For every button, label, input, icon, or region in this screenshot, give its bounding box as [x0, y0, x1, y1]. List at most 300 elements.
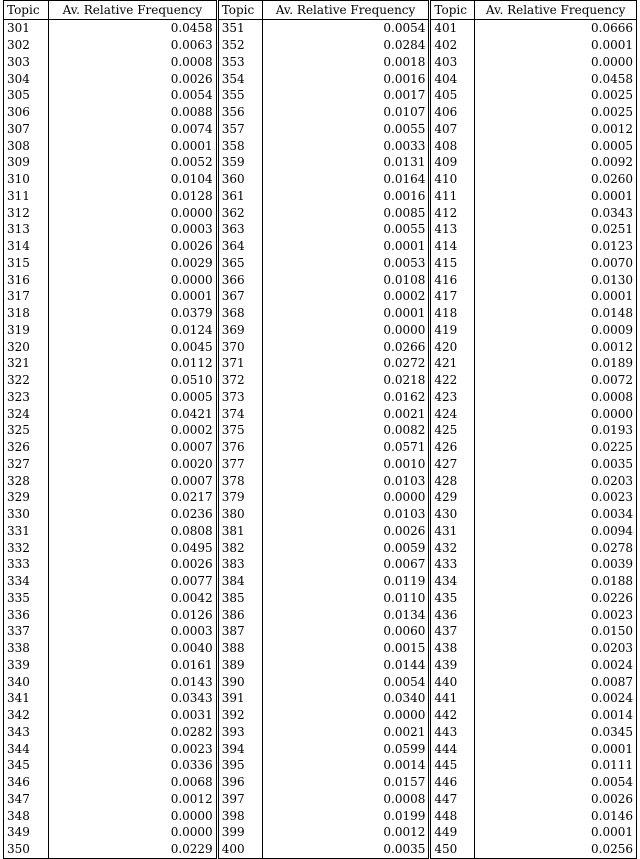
table-row — [4, 171, 637, 188]
frequency-cell: 0.0193 — [475, 422, 637, 439]
topic-cell: 379 — [217, 489, 262, 506]
frequency-cell: 0.0104 — [48, 171, 217, 188]
table-row — [4, 690, 637, 707]
frequency-cell: 0.0599 — [262, 740, 430, 757]
topic-cell: 365 — [217, 255, 262, 272]
topic-cell: 369 — [217, 322, 262, 339]
frequency-cell: 0.0008 — [48, 54, 217, 71]
topic-cell: 446 — [430, 774, 475, 791]
table-row — [4, 707, 637, 724]
topic-cell: 318 — [4, 305, 49, 322]
frequency-cell: 0.0008 — [262, 791, 430, 808]
frequency-cell: 0.0260 — [475, 171, 637, 188]
topic-cell: 433 — [430, 556, 475, 573]
topic-cell: 327 — [4, 456, 49, 473]
table-row — [4, 724, 637, 741]
topic-cell: 400 — [217, 841, 262, 858]
frequency-cell: 0.0070 — [475, 255, 637, 272]
topic-cell: 407 — [430, 121, 475, 138]
table-row — [4, 841, 637, 858]
topic-cell: 397 — [217, 791, 262, 808]
frequency-cell: 0.0236 — [48, 506, 217, 523]
frequency-cell: 0.0421 — [48, 405, 217, 422]
topic-cell: 304 — [4, 70, 49, 87]
frequency-cell: 0.0002 — [48, 422, 217, 439]
frequency-cell: 0.0003 — [48, 623, 217, 640]
topic-cell: 438 — [430, 640, 475, 657]
frequency-cell: 0.0021 — [262, 405, 430, 422]
topic-cell: 427 — [430, 456, 475, 473]
table-row — [4, 657, 637, 674]
topic-cell: 362 — [217, 204, 262, 221]
frequency-cell: 0.0039 — [475, 556, 637, 573]
topic-cell: 355 — [217, 87, 262, 104]
topic-cell: 391 — [217, 690, 262, 707]
topic-cell: 302 — [4, 37, 49, 54]
table-row — [4, 322, 637, 339]
frequency-cell: 0.0130 — [475, 271, 637, 288]
topic-cell: 322 — [4, 372, 49, 389]
frequency-cell: 0.0000 — [475, 54, 637, 71]
frequency-cell: 0.0164 — [262, 171, 430, 188]
topic-cell: 414 — [430, 238, 475, 255]
topic-cell: 421 — [430, 355, 475, 372]
frequency-header-1: Av. Relative Frequency — [48, 1, 217, 20]
table-row — [4, 489, 637, 506]
topic-cell: 367 — [217, 288, 262, 305]
frequency-cell: 0.0054 — [262, 673, 430, 690]
topic-cell: 382 — [217, 539, 262, 556]
topic-cell: 334 — [4, 573, 49, 590]
topic-cell: 354 — [217, 70, 262, 87]
frequency-cell: 0.0054 — [262, 20, 430, 37]
table-row — [4, 121, 637, 138]
frequency-cell: 0.0001 — [48, 288, 217, 305]
frequency-cell: 0.0063 — [48, 37, 217, 54]
frequency-cell: 0.0000 — [262, 322, 430, 339]
frequency-header-2: Av. Relative Frequency — [262, 1, 430, 20]
frequency-cell: 0.0161 — [48, 657, 217, 674]
table-row — [4, 137, 637, 154]
frequency-cell: 0.0060 — [262, 623, 430, 640]
topic-cell: 337 — [4, 623, 49, 640]
topic-cell: 306 — [4, 104, 49, 121]
frequency-cell: 0.0059 — [262, 539, 430, 556]
frequency-cell: 0.0012 — [475, 121, 637, 138]
frequency-cell: 0.0108 — [262, 271, 430, 288]
frequency-cell: 0.0000 — [475, 405, 637, 422]
frequency-cell: 0.0001 — [475, 824, 637, 841]
topic-cell: 366 — [217, 271, 262, 288]
frequency-cell: 0.0199 — [262, 807, 430, 824]
topic-cell: 426 — [430, 439, 475, 456]
frequency-cell: 0.0034 — [475, 506, 637, 523]
frequency-cell: 0.0001 — [475, 740, 637, 757]
topic-cell: 410 — [430, 171, 475, 188]
frequency-cell: 0.0023 — [48, 740, 217, 757]
topic-cell: 361 — [217, 188, 262, 205]
frequency-cell: 0.0074 — [48, 121, 217, 138]
topic-cell: 412 — [430, 204, 475, 221]
frequency-cell: 0.0024 — [475, 690, 637, 707]
frequency-cell: 0.0053 — [262, 255, 430, 272]
frequency-cell: 0.0128 — [48, 188, 217, 205]
frequency-cell: 0.0026 — [48, 70, 217, 87]
topic-cell: 396 — [217, 774, 262, 791]
topic-cell: 374 — [217, 405, 262, 422]
topic-cell: 316 — [4, 271, 49, 288]
frequency-cell: 0.0033 — [262, 137, 430, 154]
frequency-cell: 0.0103 — [262, 472, 430, 489]
table-row — [4, 288, 637, 305]
frequency-cell: 0.0278 — [475, 539, 637, 556]
frequency-cell: 0.0088 — [48, 104, 217, 121]
topic-cell: 309 — [4, 154, 49, 171]
frequency-cell: 0.0055 — [262, 221, 430, 238]
topic-cell: 359 — [217, 154, 262, 171]
topic-cell: 422 — [430, 372, 475, 389]
topic-cell: 436 — [430, 606, 475, 623]
frequency-cell: 0.0458 — [475, 70, 637, 87]
table-row — [4, 757, 637, 774]
table-row — [4, 238, 637, 255]
frequency-cell: 0.0203 — [475, 472, 637, 489]
frequency-cell: 0.0007 — [48, 439, 217, 456]
table-row — [4, 338, 637, 355]
table-row — [4, 389, 637, 406]
frequency-cell: 0.0162 — [262, 389, 430, 406]
table-row — [4, 154, 637, 171]
topic-cell: 323 — [4, 389, 49, 406]
topic-cell: 340 — [4, 673, 49, 690]
topic-cell: 377 — [217, 456, 262, 473]
frequency-cell: 0.0111 — [475, 757, 637, 774]
topic-cell: 330 — [4, 506, 49, 523]
topic-cell: 373 — [217, 389, 262, 406]
topic-cell: 395 — [217, 757, 262, 774]
table-row — [4, 305, 637, 322]
frequency-cell: 0.0092 — [475, 154, 637, 171]
frequency-cell: 0.0150 — [475, 623, 637, 640]
topic-cell: 325 — [4, 422, 49, 439]
table-row — [4, 523, 637, 540]
topic-cell: 424 — [430, 405, 475, 422]
topic-cell: 406 — [430, 104, 475, 121]
table-row — [4, 590, 637, 607]
frequency-cell: 0.0188 — [475, 573, 637, 590]
frequency-cell: 0.0025 — [475, 104, 637, 121]
topic-cell: 347 — [4, 791, 49, 808]
frequency-cell: 0.0110 — [262, 590, 430, 607]
frequency-cell: 0.0002 — [262, 288, 430, 305]
topic-cell: 329 — [4, 489, 49, 506]
frequency-cell: 0.0040 — [48, 640, 217, 657]
topic-cell: 408 — [430, 137, 475, 154]
topic-header-1: Topic — [4, 1, 49, 20]
frequency-cell: 0.0015 — [262, 640, 430, 657]
frequency-cell: 0.0024 — [475, 657, 637, 674]
topic-cell: 320 — [4, 338, 49, 355]
topic-cell: 353 — [217, 54, 262, 71]
frequency-cell: 0.0010 — [262, 456, 430, 473]
topic-cell: 376 — [217, 439, 262, 456]
frequency-cell: 0.0094 — [475, 523, 637, 540]
topic-cell: 345 — [4, 757, 49, 774]
topic-cell: 326 — [4, 439, 49, 456]
topic-cell: 387 — [217, 623, 262, 640]
frequency-cell: 0.0017 — [262, 87, 430, 104]
frequency-cell: 0.0251 — [475, 221, 637, 238]
frequency-cell: 0.0134 — [262, 606, 430, 623]
topic-cell: 385 — [217, 590, 262, 607]
frequency-cell: 0.0026 — [475, 791, 637, 808]
table-row — [4, 372, 637, 389]
frequency-cell: 0.0023 — [475, 606, 637, 623]
topic-cell: 317 — [4, 288, 49, 305]
frequency-cell: 0.0025 — [475, 87, 637, 104]
topic-cell: 312 — [4, 204, 49, 221]
topic-cell: 450 — [430, 841, 475, 858]
topic-cell: 399 — [217, 824, 262, 841]
topic-cell: 442 — [430, 707, 475, 724]
table-row — [4, 221, 637, 238]
topic-cell: 350 — [4, 841, 49, 858]
frequency-cell: 0.0343 — [48, 690, 217, 707]
frequency-cell: 0.0226 — [475, 590, 637, 607]
topic-cell: 411 — [430, 188, 475, 205]
topic-cell: 417 — [430, 288, 475, 305]
frequency-cell: 0.0571 — [262, 439, 430, 456]
table-row — [4, 70, 637, 87]
frequency-cell: 0.0203 — [475, 640, 637, 657]
frequency-cell: 0.0007 — [48, 472, 217, 489]
topic-header-3: Topic — [430, 1, 475, 20]
frequency-cell: 0.0072 — [475, 372, 637, 389]
frequency-cell: 0.0458 — [48, 20, 217, 37]
frequency-cell: 0.0026 — [262, 523, 430, 540]
frequency-cell: 0.0217 — [48, 489, 217, 506]
frequency-cell: 0.0345 — [475, 724, 637, 741]
topic-cell: 437 — [430, 623, 475, 640]
frequency-cell: 0.0256 — [475, 841, 637, 858]
frequency-cell: 0.0067 — [262, 556, 430, 573]
frequency-cell: 0.0001 — [475, 37, 637, 54]
topic-cell: 308 — [4, 137, 49, 154]
frequency-cell: 0.0005 — [48, 389, 217, 406]
topic-cell: 394 — [217, 740, 262, 757]
table-row — [4, 606, 637, 623]
topic-cell: 449 — [430, 824, 475, 841]
topic-cell: 371 — [217, 355, 262, 372]
topic-cell: 413 — [430, 221, 475, 238]
topic-cell: 348 — [4, 807, 49, 824]
frequency-cell: 0.0018 — [262, 54, 430, 71]
frequency-cell: 0.0143 — [48, 673, 217, 690]
frequency-cell: 0.0189 — [475, 355, 637, 372]
frequency-cell: 0.0000 — [262, 707, 430, 724]
table-row — [4, 439, 637, 456]
topic-cell: 378 — [217, 472, 262, 489]
topic-cell: 314 — [4, 238, 49, 255]
frequency-cell: 0.0144 — [262, 657, 430, 674]
frequency-cell: 0.0000 — [48, 824, 217, 841]
frequency-cell: 0.0014 — [475, 707, 637, 724]
table-row — [4, 255, 637, 272]
frequency-cell: 0.0510 — [48, 372, 217, 389]
topic-cell: 401 — [430, 20, 475, 37]
topic-cell: 441 — [430, 690, 475, 707]
frequency-cell: 0.0001 — [262, 238, 430, 255]
topic-cell: 311 — [4, 188, 49, 205]
table-row — [4, 673, 637, 690]
frequency-cell: 0.0005 — [475, 137, 637, 154]
topic-cell: 402 — [430, 37, 475, 54]
frequency-cell: 0.0077 — [48, 573, 217, 590]
table-row — [4, 791, 637, 808]
frequency-cell: 0.0009 — [475, 322, 637, 339]
topic-cell: 341 — [4, 690, 49, 707]
topic-cell: 342 — [4, 707, 49, 724]
topic-cell: 357 — [217, 121, 262, 138]
topic-cell: 332 — [4, 539, 49, 556]
topic-cell: 448 — [430, 807, 475, 824]
topic-cell: 360 — [217, 171, 262, 188]
frequency-cell: 0.0026 — [48, 556, 217, 573]
frequency-cell: 0.0146 — [475, 807, 637, 824]
topic-cell: 439 — [430, 657, 475, 674]
topic-cell: 430 — [430, 506, 475, 523]
table-row — [4, 824, 637, 841]
topic-cell: 443 — [430, 724, 475, 741]
topic-cell: 429 — [430, 489, 475, 506]
topic-cell: 418 — [430, 305, 475, 322]
topic-cell: 445 — [430, 757, 475, 774]
topic-cell: 352 — [217, 37, 262, 54]
frequency-cell: 0.0112 — [48, 355, 217, 372]
topic-cell: 389 — [217, 657, 262, 674]
table-row — [4, 37, 637, 54]
topic-cell: 405 — [430, 87, 475, 104]
table-row — [4, 472, 637, 489]
topic-cell: 428 — [430, 472, 475, 489]
frequency-cell: 0.0229 — [48, 841, 217, 858]
frequency-cell: 0.0000 — [48, 271, 217, 288]
frequency-cell: 0.0035 — [262, 841, 430, 858]
table-row — [4, 556, 637, 573]
topic-cell: 349 — [4, 824, 49, 841]
topic-cell: 364 — [217, 238, 262, 255]
table-row — [4, 54, 637, 71]
topic-cell: 305 — [4, 87, 49, 104]
topic-cell: 307 — [4, 121, 49, 138]
table-row — [4, 456, 637, 473]
frequency-cell: 0.0284 — [262, 37, 430, 54]
frequency-cell: 0.0012 — [262, 824, 430, 841]
topic-cell: 338 — [4, 640, 49, 657]
frequency-cell: 0.0131 — [262, 154, 430, 171]
topic-cell: 363 — [217, 221, 262, 238]
frequency-cell: 0.0068 — [48, 774, 217, 791]
frequency-cell: 0.0123 — [475, 238, 637, 255]
topic-cell: 375 — [217, 422, 262, 439]
frequency-cell: 0.0000 — [48, 807, 217, 824]
topic-cell: 351 — [217, 20, 262, 37]
topic-cell: 431 — [430, 523, 475, 540]
frequency-cell: 0.0001 — [262, 305, 430, 322]
frequency-cell: 0.0054 — [475, 774, 637, 791]
topic-cell: 358 — [217, 137, 262, 154]
topic-cell: 313 — [4, 221, 49, 238]
topic-cell: 328 — [4, 472, 49, 489]
frequency-cell: 0.0148 — [475, 305, 637, 322]
frequency-cell: 0.0340 — [262, 690, 430, 707]
table-row — [4, 104, 637, 121]
topic-cell: 415 — [430, 255, 475, 272]
topic-cell: 419 — [430, 322, 475, 339]
topic-cell: 343 — [4, 724, 49, 741]
frequency-cell: 0.0103 — [262, 506, 430, 523]
frequency-cell: 0.0012 — [475, 338, 637, 355]
table-row — [4, 355, 637, 372]
frequency-cell: 0.0666 — [475, 20, 637, 37]
frequency-header-3: Av. Relative Frequency — [475, 1, 637, 20]
topic-cell: 384 — [217, 573, 262, 590]
topic-cell: 434 — [430, 573, 475, 590]
frequency-cell: 0.0023 — [475, 489, 637, 506]
frequency-cell: 0.0085 — [262, 204, 430, 221]
frequency-cell: 0.0029 — [48, 255, 217, 272]
topic-cell: 386 — [217, 606, 262, 623]
table-row — [4, 539, 637, 556]
frequency-cell: 0.0008 — [475, 389, 637, 406]
frequency-cell: 0.0045 — [48, 338, 217, 355]
frequency-cell: 0.0001 — [48, 137, 217, 154]
table-row — [4, 573, 637, 590]
table-row — [4, 740, 637, 757]
frequency-cell: 0.0119 — [262, 573, 430, 590]
topic-cell: 390 — [217, 673, 262, 690]
topic-cell: 331 — [4, 523, 49, 540]
frequency-cell: 0.0082 — [262, 422, 430, 439]
frequency-cell: 0.0042 — [48, 590, 217, 607]
topic-cell: 444 — [430, 740, 475, 757]
topic-cell: 425 — [430, 422, 475, 439]
table-row — [4, 87, 637, 104]
frequency-cell: 0.0808 — [48, 523, 217, 540]
topic-cell: 398 — [217, 807, 262, 824]
frequency-cell: 0.0021 — [262, 724, 430, 741]
frequency-cell: 0.0218 — [262, 372, 430, 389]
topic-cell: 381 — [217, 523, 262, 540]
topic-cell: 383 — [217, 556, 262, 573]
frequency-cell: 0.0016 — [262, 188, 430, 205]
topic-cell: 392 — [217, 707, 262, 724]
topic-cell: 372 — [217, 372, 262, 389]
table-row — [4, 405, 637, 422]
topic-cell: 344 — [4, 740, 49, 757]
frequency-cell: 0.0126 — [48, 606, 217, 623]
topic-cell: 324 — [4, 405, 49, 422]
frequency-cell: 0.0012 — [48, 791, 217, 808]
frequency-cell: 0.0003 — [48, 221, 217, 238]
topic-header-2: Topic — [217, 1, 262, 20]
topic-cell: 447 — [430, 791, 475, 808]
table-body — [4, 20, 637, 859]
topic-cell: 404 — [430, 70, 475, 87]
frequency-cell: 0.0343 — [475, 204, 637, 221]
frequency-cell: 0.0495 — [48, 539, 217, 556]
frequency-cell: 0.0026 — [48, 238, 217, 255]
